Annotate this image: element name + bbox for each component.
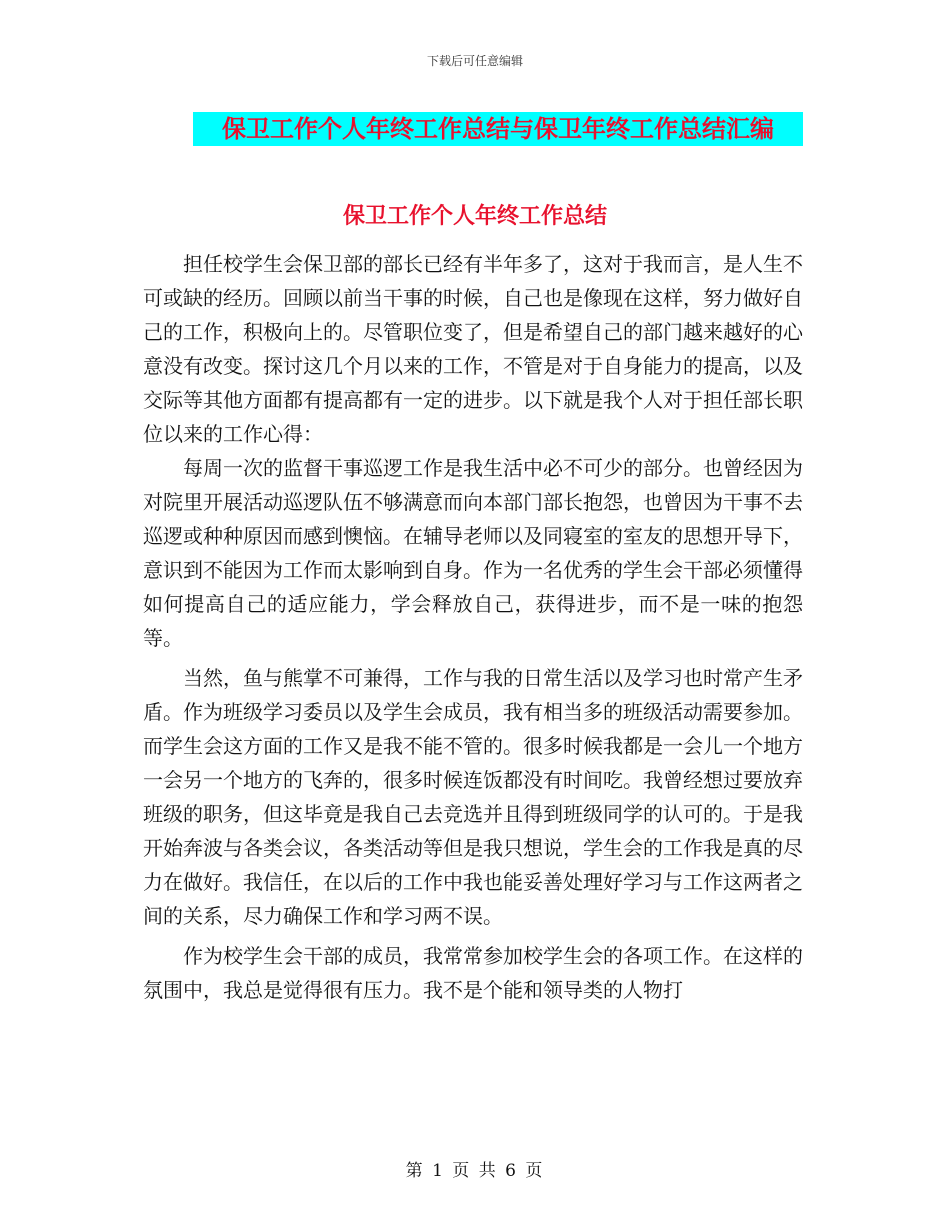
header-note: 下载后可任意编辑 xyxy=(426,54,523,68)
document-title-highlight xyxy=(193,112,803,146)
paragraph: 当然，鱼与熊掌不可兼得，工作与我的日常生活以及学习也时常产生矛盾。作为班级学习委员以及学生会成员，我有相当多的班级活动需要参加。而学生会这方面的工作又是我不能不管的。很多时候我都是一会儿一个地方一会另一个地方的飞奔的，很多时候连饭都没有时间吃。我曾经想过要放弃班级的职务，但这毕竟是我自己去竞选并且得到班级同学的认可的。于是我开始奔波与各类会议，各类活动等但是我只想说，学生会的工作我是真的尽力在做好。我信任，在以后的工作中我也能妥善处理好学习与工作这两者之间的关系，尽力确保工作和学习两不误。 xyxy=(143,666,803,928)
paragraph: 每周一次的监督干事巡逻工作是我生活中必不可少的部分。也曾经因为对院里开展活动巡逻队伍不够满意而向本部门部长抱怨，也曾因为干事不去巡逻或种种原因而感到懊恼。在辅导老师以及同寝室的室友的思想开导下，意识到不能因为工作而太影响到自身。作为一名优秀的学生会干部必须懂得如何提高自己的适应能力，学会释放自己，获得进步，而不是一味的抱怨等。 xyxy=(143,456,803,650)
paragraph: 作为校学生会干部的成员，我常常参加校学生会的各项工作。在这样的氛围中，我总是觉得很有压力。我不是个能和领导类的人物打 xyxy=(143,944,803,1002)
page-number: 第 1 页 共 6 页 xyxy=(405,1161,545,1181)
paragraph: 担任校学生会保卫部的部长已经有半年多了，这对于我而言，是人生不可或缺的经历。回顾以前当干事的时候，自己也是像现在这样，努力做好自己的工作，积极向上的。尽管职位变了，但是希望自己的部门越来越好的心意没有改变。探讨这几个月以来的工作，不管是对于自身能力的提高，以及交际等其他方面都有提高都有一定的进步。以下就是我个人对于担任部长职位以来的工作心得： xyxy=(143,252,803,446)
document-title: 保卫工作个人年终工作总结与保卫年终工作总结汇编 xyxy=(222,114,774,143)
section-title: 保卫工作个人年终工作总结 xyxy=(342,203,607,229)
body-text xyxy=(143,247,803,1007)
